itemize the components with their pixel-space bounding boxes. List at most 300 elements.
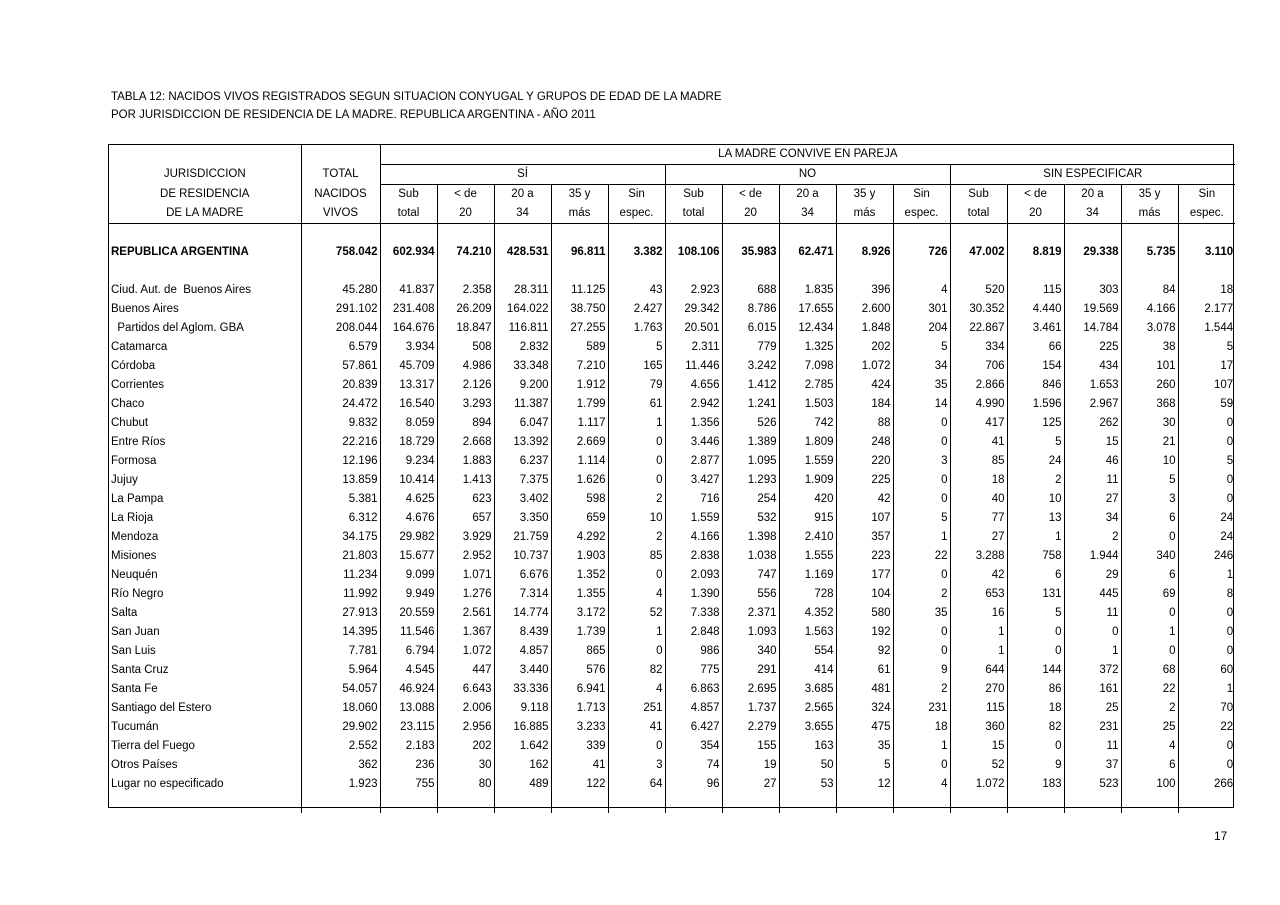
header-row-2 bbox=[109, 165, 1235, 185]
subheader-bottom: más bbox=[836, 204, 893, 224]
table-cell: 576 bbox=[551, 661, 608, 680]
table-cell: 1.169 bbox=[779, 566, 836, 585]
table-cell: 50 bbox=[779, 756, 836, 775]
table-cell: 41 bbox=[551, 756, 608, 775]
jurisdiction-name: Ciud. Aut. de Buenos Aires bbox=[111, 283, 252, 296]
table-cell: 260 bbox=[1121, 376, 1178, 395]
table-cell: 33.336 bbox=[494, 680, 551, 699]
subheader-top: Sub bbox=[665, 185, 722, 205]
table-cell: 20.501 bbox=[665, 319, 722, 338]
table-cell: 30 bbox=[437, 756, 494, 775]
table-cell: 4.990 bbox=[950, 395, 1007, 414]
table-row bbox=[109, 661, 1235, 680]
table-cell: 5 bbox=[1178, 338, 1235, 357]
table-cell: 1.626 bbox=[551, 471, 608, 490]
table-cell: 18.729 bbox=[380, 433, 437, 452]
table-cell: 3.242 bbox=[722, 357, 779, 376]
table-cell: 202 bbox=[836, 338, 893, 357]
table-cell: 1.072 bbox=[836, 357, 893, 376]
table-cell: 35 bbox=[893, 604, 950, 623]
subheader-bottom: total bbox=[380, 204, 437, 224]
header-group-sin-especificar: SIN ESPECIFICAR bbox=[950, 165, 1235, 185]
table-row bbox=[109, 623, 1235, 642]
table-cell: 3.233 bbox=[551, 718, 608, 737]
table-cell: 368 bbox=[1121, 395, 1178, 414]
table-cell: 13.317 bbox=[380, 376, 437, 395]
table-cell: 61 bbox=[836, 661, 893, 680]
table-cell: 254 bbox=[722, 490, 779, 509]
table-cell: 3.382 bbox=[608, 243, 665, 262]
page-number: 17 bbox=[1214, 829, 1228, 843]
table-cell: 726 bbox=[893, 243, 950, 262]
table-cell: 100 bbox=[1121, 775, 1178, 794]
subheader-bottom: 20 bbox=[437, 204, 494, 224]
table-cell: 16.885 bbox=[494, 718, 551, 737]
table-cell: 554 bbox=[779, 642, 836, 661]
table-row bbox=[109, 414, 1235, 433]
table-cell: 6.941 bbox=[551, 680, 608, 699]
table-cell: 2.371 bbox=[722, 604, 779, 623]
table-cell: 1.763 bbox=[608, 319, 665, 338]
table-cell: 2.552 bbox=[301, 737, 380, 756]
table-cell: 2.668 bbox=[437, 433, 494, 452]
table-cell: 354 bbox=[665, 737, 722, 756]
table-cell: 41 bbox=[608, 718, 665, 737]
table-cell: 15 bbox=[950, 737, 1007, 756]
table-cell: 77 bbox=[950, 509, 1007, 528]
table-cell: 251 bbox=[608, 699, 665, 718]
table-cell: 184 bbox=[836, 395, 893, 414]
table-cell: 27 bbox=[722, 775, 779, 794]
table-cell: 6.579 bbox=[301, 338, 380, 357]
table-cell: 17.655 bbox=[779, 300, 836, 319]
table-cell: 38.750 bbox=[551, 300, 608, 319]
table-cell: 556 bbox=[722, 585, 779, 604]
table-cell: 2.006 bbox=[437, 699, 494, 718]
table-cell: 11.387 bbox=[494, 395, 551, 414]
table-cell: 2.183 bbox=[380, 737, 437, 756]
table-cell: 27.255 bbox=[551, 319, 608, 338]
table-cell: 291.102 bbox=[301, 300, 380, 319]
table-cell: 0 bbox=[1007, 642, 1064, 661]
table-cell: 1.883 bbox=[437, 452, 494, 471]
subheader-top: 20 a bbox=[494, 185, 551, 205]
table-cell: 0 bbox=[1064, 623, 1121, 642]
table-row bbox=[109, 433, 1235, 452]
table-cell: 1.544 bbox=[1178, 319, 1235, 338]
table-cell: 101 bbox=[1121, 357, 1178, 376]
table-cell: 3.402 bbox=[494, 490, 551, 509]
table-cell: 6.794 bbox=[380, 642, 437, 661]
table-cell: 1.412 bbox=[722, 376, 779, 395]
table-cell: 644 bbox=[950, 661, 1007, 680]
table-cell: 659 bbox=[551, 509, 608, 528]
table-cell: 360 bbox=[950, 718, 1007, 737]
table-cell: 0 bbox=[1121, 528, 1178, 547]
subheader-top: < de bbox=[1007, 185, 1064, 205]
table-row bbox=[109, 300, 1235, 319]
table-cell: 1.563 bbox=[779, 623, 836, 642]
table-cell: 2.848 bbox=[665, 623, 722, 642]
table-cell: 2.838 bbox=[665, 547, 722, 566]
subheader-bottom: más bbox=[1121, 204, 1178, 224]
table-cell: 0 bbox=[1178, 604, 1235, 623]
table-cell: 68 bbox=[1121, 661, 1178, 680]
table-cell: 1.293 bbox=[722, 471, 779, 490]
table-cell: 53 bbox=[779, 775, 836, 794]
table-cell: 13 bbox=[1007, 509, 1064, 528]
table-cell: 1 bbox=[950, 642, 1007, 661]
table-cell: 41.837 bbox=[380, 281, 437, 300]
header-group-si: SÍ bbox=[380, 165, 665, 185]
table-cell: 22 bbox=[893, 547, 950, 566]
table-cell: 0 bbox=[608, 452, 665, 471]
table-cell: 13.392 bbox=[494, 433, 551, 452]
table-cell: 5 bbox=[836, 756, 893, 775]
table-cell: 11.992 bbox=[301, 585, 380, 604]
table-cell: 37 bbox=[1064, 756, 1121, 775]
table-cell: 0 bbox=[1178, 642, 1235, 661]
table-cell: 523 bbox=[1064, 775, 1121, 794]
table-cell: 3.685 bbox=[779, 680, 836, 699]
table-cell: 1.912 bbox=[551, 376, 608, 395]
table-cell: 88 bbox=[836, 414, 893, 433]
table-cell: 3.929 bbox=[437, 528, 494, 547]
header-total-1: TOTAL bbox=[301, 165, 380, 185]
table-cell: 1 bbox=[608, 623, 665, 642]
table-cell: 107 bbox=[1178, 376, 1235, 395]
table-cell: 1.739 bbox=[551, 623, 608, 642]
table-cell: 82 bbox=[608, 661, 665, 680]
table-cell: 231 bbox=[893, 699, 950, 718]
table-cell: 0 bbox=[1178, 433, 1235, 452]
subheader-top: < de bbox=[722, 185, 779, 205]
table-cell: 24.472 bbox=[301, 395, 380, 414]
jurisdiction-name: Entre Ríos bbox=[111, 435, 166, 448]
table-cell: 3.078 bbox=[1121, 319, 1178, 338]
header-jurisdiccion-2: DE RESIDENCIA bbox=[160, 187, 250, 200]
statistics-table bbox=[108, 144, 1234, 808]
table-cell: 1.713 bbox=[551, 699, 608, 718]
table-cell: 125 bbox=[1007, 414, 1064, 433]
table-cell: 9 bbox=[893, 661, 950, 680]
table-cell: 164.676 bbox=[380, 319, 437, 338]
table-cell: 396 bbox=[836, 281, 893, 300]
table-cell: 481 bbox=[836, 680, 893, 699]
table-cell: 5.735 bbox=[1121, 243, 1178, 262]
table-cell: 17 bbox=[1178, 357, 1235, 376]
table-cell: 16.540 bbox=[380, 395, 437, 414]
table-cell: 11 bbox=[1064, 737, 1121, 756]
subheader-bottom: espec. bbox=[608, 204, 665, 224]
table-cell: 7.781 bbox=[301, 642, 380, 661]
table-row bbox=[109, 737, 1235, 756]
jurisdiction-name: Neuquén bbox=[111, 568, 158, 581]
table-cell: 3.655 bbox=[779, 718, 836, 737]
table-cell: 758 bbox=[1007, 547, 1064, 566]
subheader-top: 20 a bbox=[779, 185, 836, 205]
table-row bbox=[109, 376, 1235, 395]
table-cell: 1.325 bbox=[779, 338, 836, 357]
table-cell: 1.072 bbox=[950, 775, 1007, 794]
jurisdiction-name: Buenos Aires bbox=[111, 302, 179, 315]
table-cell: 5 bbox=[1178, 452, 1235, 471]
table-cell: 2.093 bbox=[665, 566, 722, 585]
table-cell: 5.381 bbox=[301, 490, 380, 509]
table-cell: 20.839 bbox=[301, 376, 380, 395]
table-row bbox=[109, 528, 1235, 547]
table-cell: 62.471 bbox=[779, 243, 836, 262]
table-cell: 1.642 bbox=[494, 737, 551, 756]
table-cell: 2.956 bbox=[437, 718, 494, 737]
table-cell: 1.835 bbox=[779, 281, 836, 300]
table-cell: 6 bbox=[1007, 566, 1064, 585]
table-cell: 15 bbox=[1064, 433, 1121, 452]
table-cell: 2.279 bbox=[722, 718, 779, 737]
table-cell: 18 bbox=[950, 471, 1007, 490]
table-row bbox=[109, 243, 1235, 262]
table-cell: 2.358 bbox=[437, 281, 494, 300]
header-row-3 bbox=[109, 185, 1235, 205]
table-cell: 9.949 bbox=[380, 585, 437, 604]
table-cell: 82 bbox=[1007, 718, 1064, 737]
table-cell: 0 bbox=[608, 471, 665, 490]
table-cell: 1 bbox=[1007, 528, 1064, 547]
table-cell: 846 bbox=[1007, 376, 1064, 395]
subheader-top: 35 y bbox=[551, 185, 608, 205]
header-jurisdiccion-1: JURISDICCION bbox=[163, 168, 246, 180]
table-cell: 164.022 bbox=[494, 300, 551, 319]
table-cell: 0 bbox=[1007, 623, 1064, 642]
table-cell: 0 bbox=[1178, 756, 1235, 775]
table-cell: 86 bbox=[1007, 680, 1064, 699]
table-cell: 7.314 bbox=[494, 585, 551, 604]
table-cell: 262 bbox=[1064, 414, 1121, 433]
table-cell: 38 bbox=[1121, 338, 1178, 357]
table-cell: 508 bbox=[437, 338, 494, 357]
jurisdiction-name: REPUBLICA ARGENTINA bbox=[111, 245, 249, 258]
table-cell: 1 bbox=[1121, 623, 1178, 642]
table-cell: 865 bbox=[551, 642, 608, 661]
table-cell: 2.785 bbox=[779, 376, 836, 395]
table-cell: 204 bbox=[893, 319, 950, 338]
table-cell: 2.311 bbox=[665, 338, 722, 357]
table-cell: 0 bbox=[893, 623, 950, 642]
table-cell: 270 bbox=[950, 680, 1007, 699]
jurisdiction-name: Tierra del Fuego bbox=[111, 739, 195, 752]
table-cell: 4.857 bbox=[494, 642, 551, 661]
table-cell: 220 bbox=[836, 452, 893, 471]
table-cell: 2.565 bbox=[779, 699, 836, 718]
table-cell: 7.098 bbox=[779, 357, 836, 376]
table-row bbox=[109, 699, 1235, 718]
table-cell: 24 bbox=[1178, 528, 1235, 547]
table-cell: 6.676 bbox=[494, 566, 551, 585]
table-row bbox=[109, 338, 1235, 357]
jurisdiction-name: Formosa bbox=[111, 454, 157, 467]
table-cell: 25 bbox=[1064, 699, 1121, 718]
table-cell: 22.867 bbox=[950, 319, 1007, 338]
table-cell: 70 bbox=[1178, 699, 1235, 718]
table-cell: 5 bbox=[1121, 471, 1178, 490]
table-cell: 1.352 bbox=[551, 566, 608, 585]
jurisdiction-name: Santiago del Estero bbox=[111, 701, 212, 714]
table-cell: 475 bbox=[836, 718, 893, 737]
table-cell: 61 bbox=[608, 395, 665, 414]
subheader-bottom: espec. bbox=[1178, 204, 1235, 224]
table-cell: 12.196 bbox=[301, 452, 380, 471]
table-cell: 3.427 bbox=[665, 471, 722, 490]
table-cell: 80 bbox=[437, 775, 494, 794]
jurisdiction-name: Chubut bbox=[111, 416, 149, 429]
table-cell: 428.531 bbox=[494, 243, 551, 262]
table-cell: 417 bbox=[950, 414, 1007, 433]
table-cell: 13.859 bbox=[301, 471, 380, 490]
table-cell: 2.832 bbox=[494, 338, 551, 357]
table-cell: 706 bbox=[950, 357, 1007, 376]
table-cell: 236 bbox=[380, 756, 437, 775]
table-row bbox=[109, 566, 1235, 585]
table-cell: 25 bbox=[1121, 718, 1178, 737]
table-cell: 747 bbox=[722, 566, 779, 585]
table-cell: 74.210 bbox=[437, 243, 494, 262]
table-cell: 29.902 bbox=[301, 718, 380, 737]
table-cell: 3.440 bbox=[494, 661, 551, 680]
table-cell: 8 bbox=[1178, 585, 1235, 604]
table-cell: 1.559 bbox=[779, 452, 836, 471]
table-cell: 19.569 bbox=[1064, 300, 1121, 319]
table-cell: 6 bbox=[1121, 756, 1178, 775]
table-cell: 12.434 bbox=[779, 319, 836, 338]
table-cell: 5 bbox=[893, 509, 950, 528]
subheader-top: Sin bbox=[1178, 185, 1235, 205]
jurisdiction-name: Mendoza bbox=[111, 530, 159, 543]
table-row bbox=[109, 585, 1235, 604]
table-cell: 52 bbox=[950, 756, 1007, 775]
table-cell: 4.656 bbox=[665, 376, 722, 395]
table-cell: 7.338 bbox=[665, 604, 722, 623]
spacer-row bbox=[109, 794, 1235, 813]
table-cell: 85 bbox=[608, 547, 665, 566]
table-cell: 1.355 bbox=[551, 585, 608, 604]
table-cell: 27.913 bbox=[301, 604, 380, 623]
table-cell: 10.414 bbox=[380, 471, 437, 490]
table-cell: 9.234 bbox=[380, 452, 437, 471]
table-cell: 28.311 bbox=[494, 281, 551, 300]
table-cell: 4 bbox=[608, 680, 665, 699]
table-cell: 775 bbox=[665, 661, 722, 680]
table-cell: 2 bbox=[1121, 699, 1178, 718]
table-cell: 1.413 bbox=[437, 471, 494, 490]
table-row bbox=[109, 680, 1235, 699]
table-cell: 34 bbox=[1064, 509, 1121, 528]
table-title-line-2: POR JURISDICCION DE RESIDENCIA DE LA MADRE. REPUBLICA ARGENTINA - AÑO 2011 bbox=[111, 109, 596, 121]
table-cell: 202 bbox=[437, 737, 494, 756]
table-cell: 1 bbox=[608, 414, 665, 433]
table-cell: 35 bbox=[836, 737, 893, 756]
table-row bbox=[109, 452, 1235, 471]
jurisdiction-name: Partidos del Aglom. GBA bbox=[111, 321, 244, 334]
jurisdiction-name: Río Negro bbox=[111, 587, 164, 600]
header-jurisdiccion-3: DE LA MADRE bbox=[109, 204, 301, 224]
table-cell: 0 bbox=[893, 414, 950, 433]
table-cell: 6 bbox=[1121, 509, 1178, 528]
table-row bbox=[109, 775, 1235, 794]
table-cell: 0 bbox=[893, 642, 950, 661]
table-cell: 0 bbox=[1121, 642, 1178, 661]
table-cell: 1.923 bbox=[301, 775, 380, 794]
table-cell: 161 bbox=[1064, 680, 1121, 699]
table-cell: 0 bbox=[1178, 490, 1235, 509]
table-cell: 144 bbox=[1007, 661, 1064, 680]
table-row bbox=[109, 509, 1235, 528]
table-cell: 42 bbox=[950, 566, 1007, 585]
table-cell: 2.967 bbox=[1064, 395, 1121, 414]
table-cell: 24 bbox=[1178, 509, 1235, 528]
subheader-bottom: más bbox=[551, 204, 608, 224]
table-cell: 728 bbox=[779, 585, 836, 604]
table-cell: 362 bbox=[301, 756, 380, 775]
table-cell: 340 bbox=[722, 642, 779, 661]
table-cell: 526 bbox=[722, 414, 779, 433]
table-cell: 108.106 bbox=[665, 243, 722, 262]
table-cell: 1.389 bbox=[722, 433, 779, 452]
table-cell: 1.241 bbox=[722, 395, 779, 414]
table-cell: 3.172 bbox=[551, 604, 608, 623]
table-row bbox=[109, 490, 1235, 509]
table-cell: 357 bbox=[836, 528, 893, 547]
subheader-top: Sin bbox=[893, 185, 950, 205]
table-cell: 15.677 bbox=[380, 547, 437, 566]
table-cell: 43 bbox=[608, 281, 665, 300]
table-cell: 986 bbox=[665, 642, 722, 661]
table-cell: 96.811 bbox=[551, 243, 608, 262]
table-cell: 1.071 bbox=[437, 566, 494, 585]
table-cell: 0 bbox=[608, 566, 665, 585]
table-cell: 1 bbox=[1178, 566, 1235, 585]
spacer-row bbox=[109, 224, 1235, 243]
table-cell: 35.983 bbox=[722, 243, 779, 262]
table-cell: 2.942 bbox=[665, 395, 722, 414]
table-cell: 165 bbox=[608, 357, 665, 376]
table-cell: 30.352 bbox=[950, 300, 1007, 319]
table-cell: 115 bbox=[1007, 281, 1064, 300]
subheader-top: < de bbox=[437, 185, 494, 205]
table-cell: 623 bbox=[437, 490, 494, 509]
table-cell: 1.809 bbox=[779, 433, 836, 452]
table-cell: 11.446 bbox=[665, 357, 722, 376]
jurisdiction-name: Catamarca bbox=[111, 340, 168, 353]
table-cell: 92 bbox=[836, 642, 893, 661]
table-cell: 602.934 bbox=[380, 243, 437, 262]
table-cell: 9 bbox=[1007, 756, 1064, 775]
table-cell: 8.059 bbox=[380, 414, 437, 433]
table-cell: 116.811 bbox=[494, 319, 551, 338]
table-cell: 177 bbox=[836, 566, 893, 585]
table-cell: 894 bbox=[437, 414, 494, 433]
table-cell: 447 bbox=[437, 661, 494, 680]
table-cell: 10.737 bbox=[494, 547, 551, 566]
table-cell: 22 bbox=[1121, 680, 1178, 699]
table-cell: 14.784 bbox=[1064, 319, 1121, 338]
table-cell: 2 bbox=[1064, 528, 1121, 547]
table-cell: 104 bbox=[836, 585, 893, 604]
table-cell: 1.503 bbox=[779, 395, 836, 414]
table-cell: 4.625 bbox=[380, 490, 437, 509]
table-cell: 18 bbox=[1007, 699, 1064, 718]
table-cell: 29.982 bbox=[380, 528, 437, 547]
table-cell: 4.986 bbox=[437, 357, 494, 376]
